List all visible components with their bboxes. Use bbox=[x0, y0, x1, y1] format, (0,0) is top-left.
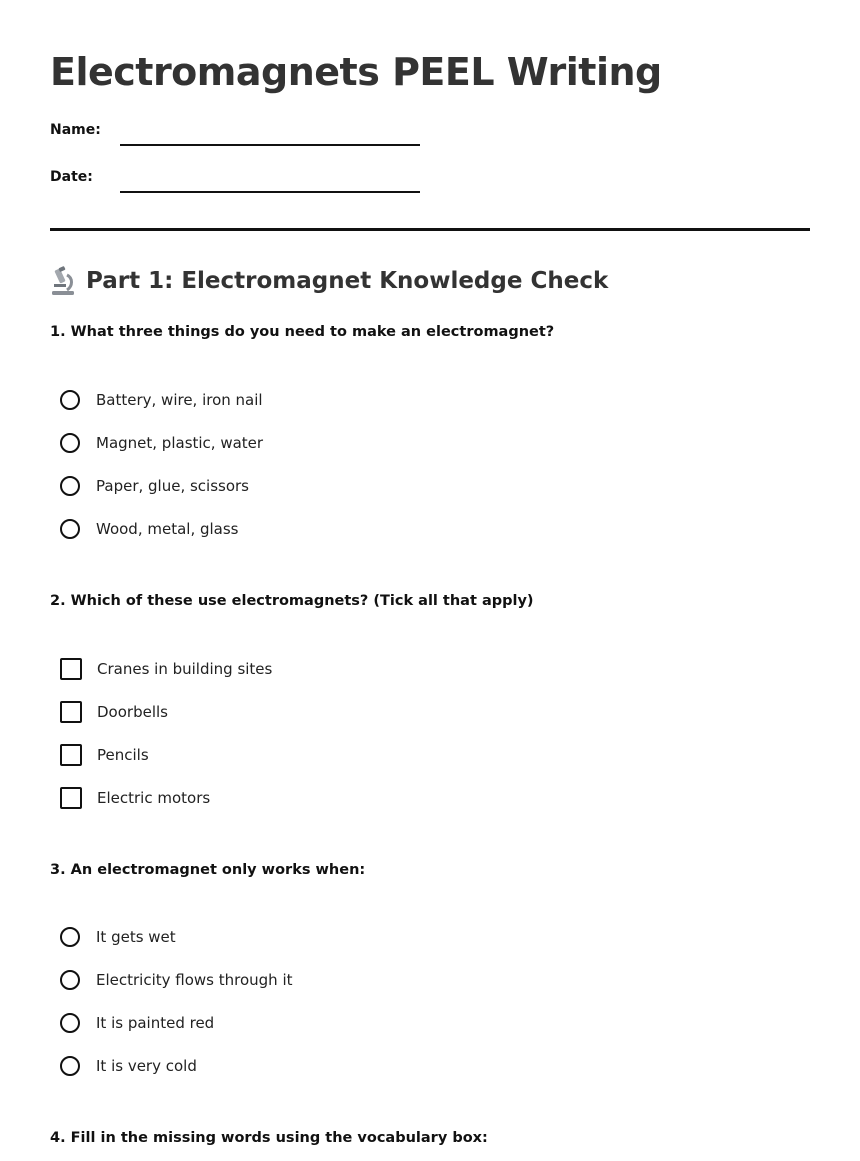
option-label: It is painted red bbox=[96, 1014, 215, 1032]
section-heading-part1 bbox=[50, 266, 608, 296]
checkbox[interactable] bbox=[60, 744, 82, 766]
option-label: Paper, glue, scissors bbox=[96, 477, 249, 495]
question-2: 2. Which of these use electromagnets? (Tick all that apply) bbox=[50, 593, 534, 609]
header-divider bbox=[50, 228, 810, 231]
section-heading-text: Part 1: Electromagnet Knowledge Check bbox=[86, 268, 609, 294]
radio-button[interactable] bbox=[60, 433, 80, 453]
date-field bbox=[50, 169, 420, 199]
radio-button[interactable] bbox=[60, 390, 80, 410]
option-label: It is very cold bbox=[96, 1057, 197, 1075]
option-label: Doorbells bbox=[97, 703, 168, 721]
option-label: Battery, wire, iron nail bbox=[96, 391, 263, 409]
option-label: Pencils bbox=[97, 746, 149, 764]
option-label: Cranes in building sites bbox=[97, 660, 273, 678]
q1-option-4[interactable] bbox=[60, 516, 239, 542]
radio-button[interactable] bbox=[60, 927, 80, 947]
radio-button[interactable] bbox=[60, 476, 80, 496]
q2-option-2[interactable] bbox=[60, 699, 168, 725]
radio-button[interactable] bbox=[60, 1013, 80, 1033]
checkbox[interactable] bbox=[60, 658, 82, 680]
q3-option-4[interactable] bbox=[60, 1053, 197, 1079]
microscope-icon bbox=[50, 266, 76, 296]
option-label: Magnet, plastic, water bbox=[96, 434, 264, 452]
q3-option-1[interactable] bbox=[60, 924, 176, 950]
q2-option-4[interactable] bbox=[60, 785, 210, 811]
q1-option-1[interactable] bbox=[60, 387, 263, 413]
question-3: 3. An electromagnet only works when: bbox=[50, 862, 366, 878]
name-label: Name: bbox=[50, 122, 101, 138]
radio-button[interactable] bbox=[60, 970, 80, 990]
q2-option-1[interactable] bbox=[60, 656, 272, 682]
question-4: 4. Fill in the missing words using the vocabulary box: bbox=[50, 1130, 488, 1146]
date-input-line[interactable] bbox=[120, 191, 420, 193]
option-label: It gets wet bbox=[96, 928, 176, 946]
q1-option-2[interactable] bbox=[60, 430, 263, 456]
name-input-line[interactable] bbox=[120, 144, 420, 146]
option-label: Wood, metal, glass bbox=[96, 520, 239, 538]
checkbox[interactable] bbox=[60, 701, 82, 723]
page-title: Electromagnets PEEL Writing bbox=[50, 50, 662, 94]
checkbox[interactable] bbox=[60, 787, 82, 809]
radio-button[interactable] bbox=[60, 1056, 80, 1076]
name-field bbox=[50, 122, 420, 152]
q1-option-3[interactable] bbox=[60, 473, 249, 499]
option-label: Electric motors bbox=[97, 789, 211, 807]
q3-option-3[interactable] bbox=[60, 1010, 214, 1036]
option-label: Electricity flows through it bbox=[96, 971, 293, 989]
q2-option-3[interactable] bbox=[60, 742, 149, 768]
question-1: 1. What three things do you need to make an electromagnet? bbox=[50, 324, 555, 340]
radio-button[interactable] bbox=[60, 519, 80, 539]
q3-option-2[interactable] bbox=[60, 967, 293, 993]
date-label: Date: bbox=[50, 169, 93, 185]
